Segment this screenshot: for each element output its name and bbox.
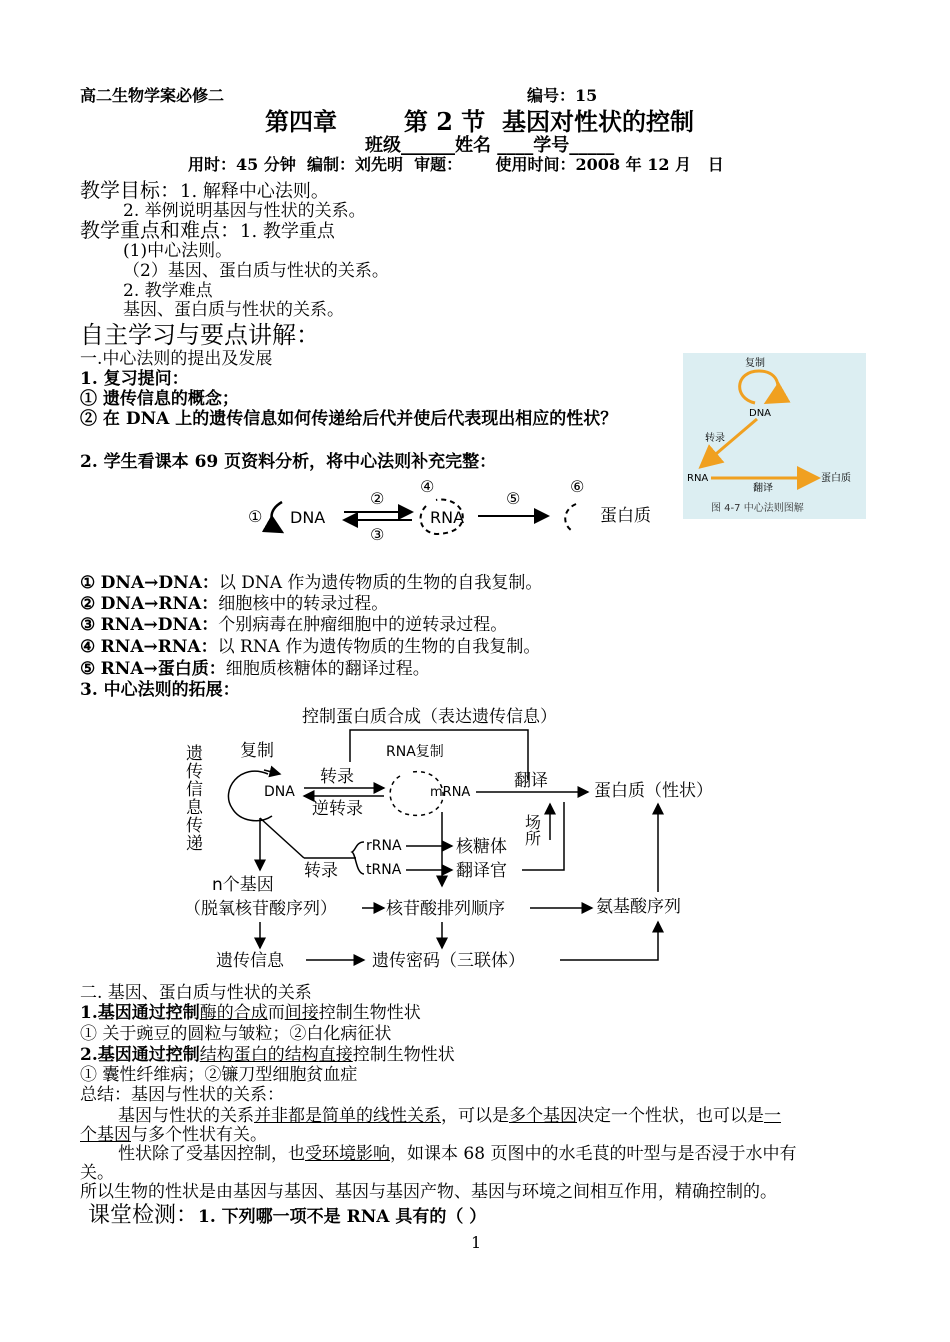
document-number: 编号：15 (527, 86, 598, 105)
page-number: 1 (471, 1233, 482, 1252)
question-3: 3. 中心法则的拓展： (80, 680, 240, 700)
ext-dna-label: DNA (264, 784, 295, 800)
part2-heading: 二. 基因、蛋白质与性状的关系 (80, 983, 312, 1003)
ext-site-label: 场所 (522, 814, 542, 846)
key-point-1: 1. 教学重点 (240, 221, 335, 242)
part2-point2: 2.基因通过控制结构蛋白的结构直接控制生物性状 (80, 1045, 455, 1065)
course-name: 高二生物学案必修二 (80, 86, 225, 105)
central-dogma-extended-figure (180, 700, 750, 980)
ext-diag-line (260, 818, 304, 858)
ext-rna-copy-label: RNA复制 (386, 744, 444, 760)
quiz-label: 课堂检测： (88, 1203, 199, 1228)
ext-reverse-label: 逆转录 (312, 799, 363, 819)
ext-genetic-info-label: 遗传信息 (216, 951, 284, 971)
ext-copy-label: 复制 (240, 741, 274, 761)
ext-n-genes-label: n个基因 (212, 875, 274, 895)
summary-line2: 个基因与多个性状有关。 (80, 1125, 267, 1145)
question-1b: ② 在 DNA 上的遗传信息如何传递给后代并使后代表现出相应的性状？ (80, 409, 618, 429)
quiz-line (88, 1198, 486, 1229)
meta-line: 用时：45 分钟 编制：刘先明 审题： 使用时间：2008 年 12 月 日 (188, 155, 724, 174)
ext-protein-label: 蛋白质（性状） (594, 781, 713, 801)
part2-point1-examples: ① 关于豌豆的圆粒与皱粒；②白化病征状 (80, 1024, 392, 1044)
ext-nucleotide-order-label: 核苷酸排列顺序 (386, 899, 505, 919)
dogma-item-1: ① DNA→DNA：以 DNA 作为遗传物质的生物的自我复制。 (80, 573, 543, 593)
blank-protein-label: 蛋白质 (600, 506, 651, 526)
central-dogma-textbook-figure (683, 353, 866, 519)
ext-top-label: 控制蛋白质合成（表达遗传信息） (302, 707, 557, 727)
key-point-2: 2. 教学难点 (123, 281, 213, 301)
ext-transcribe2-label: 转录 (304, 861, 338, 881)
ext-amino-seq-label: 氨基酸序列 (596, 897, 681, 917)
page-title: 第四章 第 2 节 基因对性状的控制 (265, 107, 694, 136)
part2-point2-examples: ① 囊性纤维病；②镰刀型细胞贫血症 (80, 1065, 358, 1085)
dogma-item-4: ④ RNA→RNA：以 RNA 作为遗传物质的生物的自我复制。 (80, 637, 541, 657)
inset-protein-label: 蛋白质 (821, 473, 851, 484)
blank-label-6: ⑥ (570, 477, 585, 496)
blank-label-5: ⑤ (506, 489, 521, 508)
inset-copy-label: 复制 (745, 358, 765, 369)
inset-transcribe-label: 转录 (705, 433, 725, 444)
blank-dna-label: DNA (290, 508, 326, 527)
ext-codon-label: 遗传密码（三联体） (372, 951, 525, 971)
question-1: 1. 复习提问： (80, 369, 189, 389)
blank-protein-loop (565, 504, 576, 532)
summary-heading: 总结：基因与性状的关系： (80, 1085, 284, 1105)
quiz-question-1: 1. 下列哪一项不是 RNA 具有的（ ） (198, 1207, 487, 1227)
summary-line3: 性状除了受基因控制，也受环境影响，如课本 68 页图中的水毛茛的叶型与是否浸于水中有 (118, 1144, 797, 1164)
summary-line5: 所以生物的性状是由基因与基因、基因与基因产物、基因与环境之间相互作用，精确控制的。 (80, 1182, 777, 1202)
inset-caption: 图 4-7 中心法则图解 (711, 503, 804, 514)
ext-side-label: 遗传信息传递 (182, 744, 202, 852)
central-dogma-blank-figure (240, 476, 670, 546)
key-point-sub3: 基因、蛋白质与性状的关系。 (123, 300, 344, 320)
ext-ribosome-label: 核糖体 (456, 837, 507, 857)
ext-translator-label: 翻译官 (456, 861, 507, 881)
summary-line4: 关。 (80, 1163, 114, 1183)
inset-dna-label: DNA (749, 408, 772, 419)
ext-rrna-label: rRNA (366, 838, 402, 854)
blank-label-3: ③ (370, 525, 385, 544)
key-points-label: 教学重点和难点： (80, 218, 240, 242)
objective-1: 1. 解释中心法则。 (180, 181, 329, 202)
blank-label-1: ① (248, 507, 263, 526)
blank-label-4: ④ (420, 477, 435, 496)
key-point-sub1: (1)中心法则。 (123, 241, 233, 261)
blank-rna-label: RNA (430, 508, 465, 527)
question-2: 2. 学生看课本 69 页资料分析，将中心法则补充完整： (80, 452, 497, 472)
dogma-item-3: ③ RNA→DNA：个别病毒在肿瘤细胞中的逆转录过程。 (80, 615, 508, 635)
inset-translate-label: 翻译 (753, 483, 773, 494)
ext-trna-label: tRNA (366, 862, 402, 878)
objective-2: 2. 举例说明基因与性状的关系。 (123, 201, 366, 221)
blank-label-2: ② (370, 489, 385, 508)
summary-line1: 基因与性状的关系并非都是简单的线性关系，可以是多个基因决定一个性状，也可以是一 (118, 1106, 781, 1126)
part1-heading: 一.中心法则的提出及发展 (80, 349, 273, 369)
ext-deoxy-label: （脱氧核苷酸序列） (184, 899, 337, 919)
ext-mrna-label: mRNA (430, 785, 471, 800)
dogma-item-2: ② DNA→RNA：细胞核中的转录过程。 (80, 594, 389, 614)
ext-translate-label: 翻译 (514, 771, 548, 791)
student-info-line: 班级______姓名 ____学号_____ (365, 135, 615, 156)
key-point-sub2: （2）基因、蛋白质与性状的关系。 (123, 261, 389, 281)
ext-codon-arrow (560, 922, 658, 960)
ext-transcribe-label: 转录 (320, 767, 354, 787)
blank-replication-arrow (272, 502, 283, 532)
inset-rna-label: RNA (687, 473, 709, 484)
question-1a: ① 遗传信息的概念； (80, 389, 239, 409)
part2-point1: 1.基因通过控制酶的合成而间接控制生物性状 (80, 1003, 421, 1023)
section-heading-main: 自主学习与要点讲解： (80, 321, 320, 349)
objectives-label: 教学目标： (80, 178, 180, 202)
dogma-item-5: ⑤ RNA→蛋白质：细胞质核糖体的翻译过程。 (80, 659, 430, 679)
